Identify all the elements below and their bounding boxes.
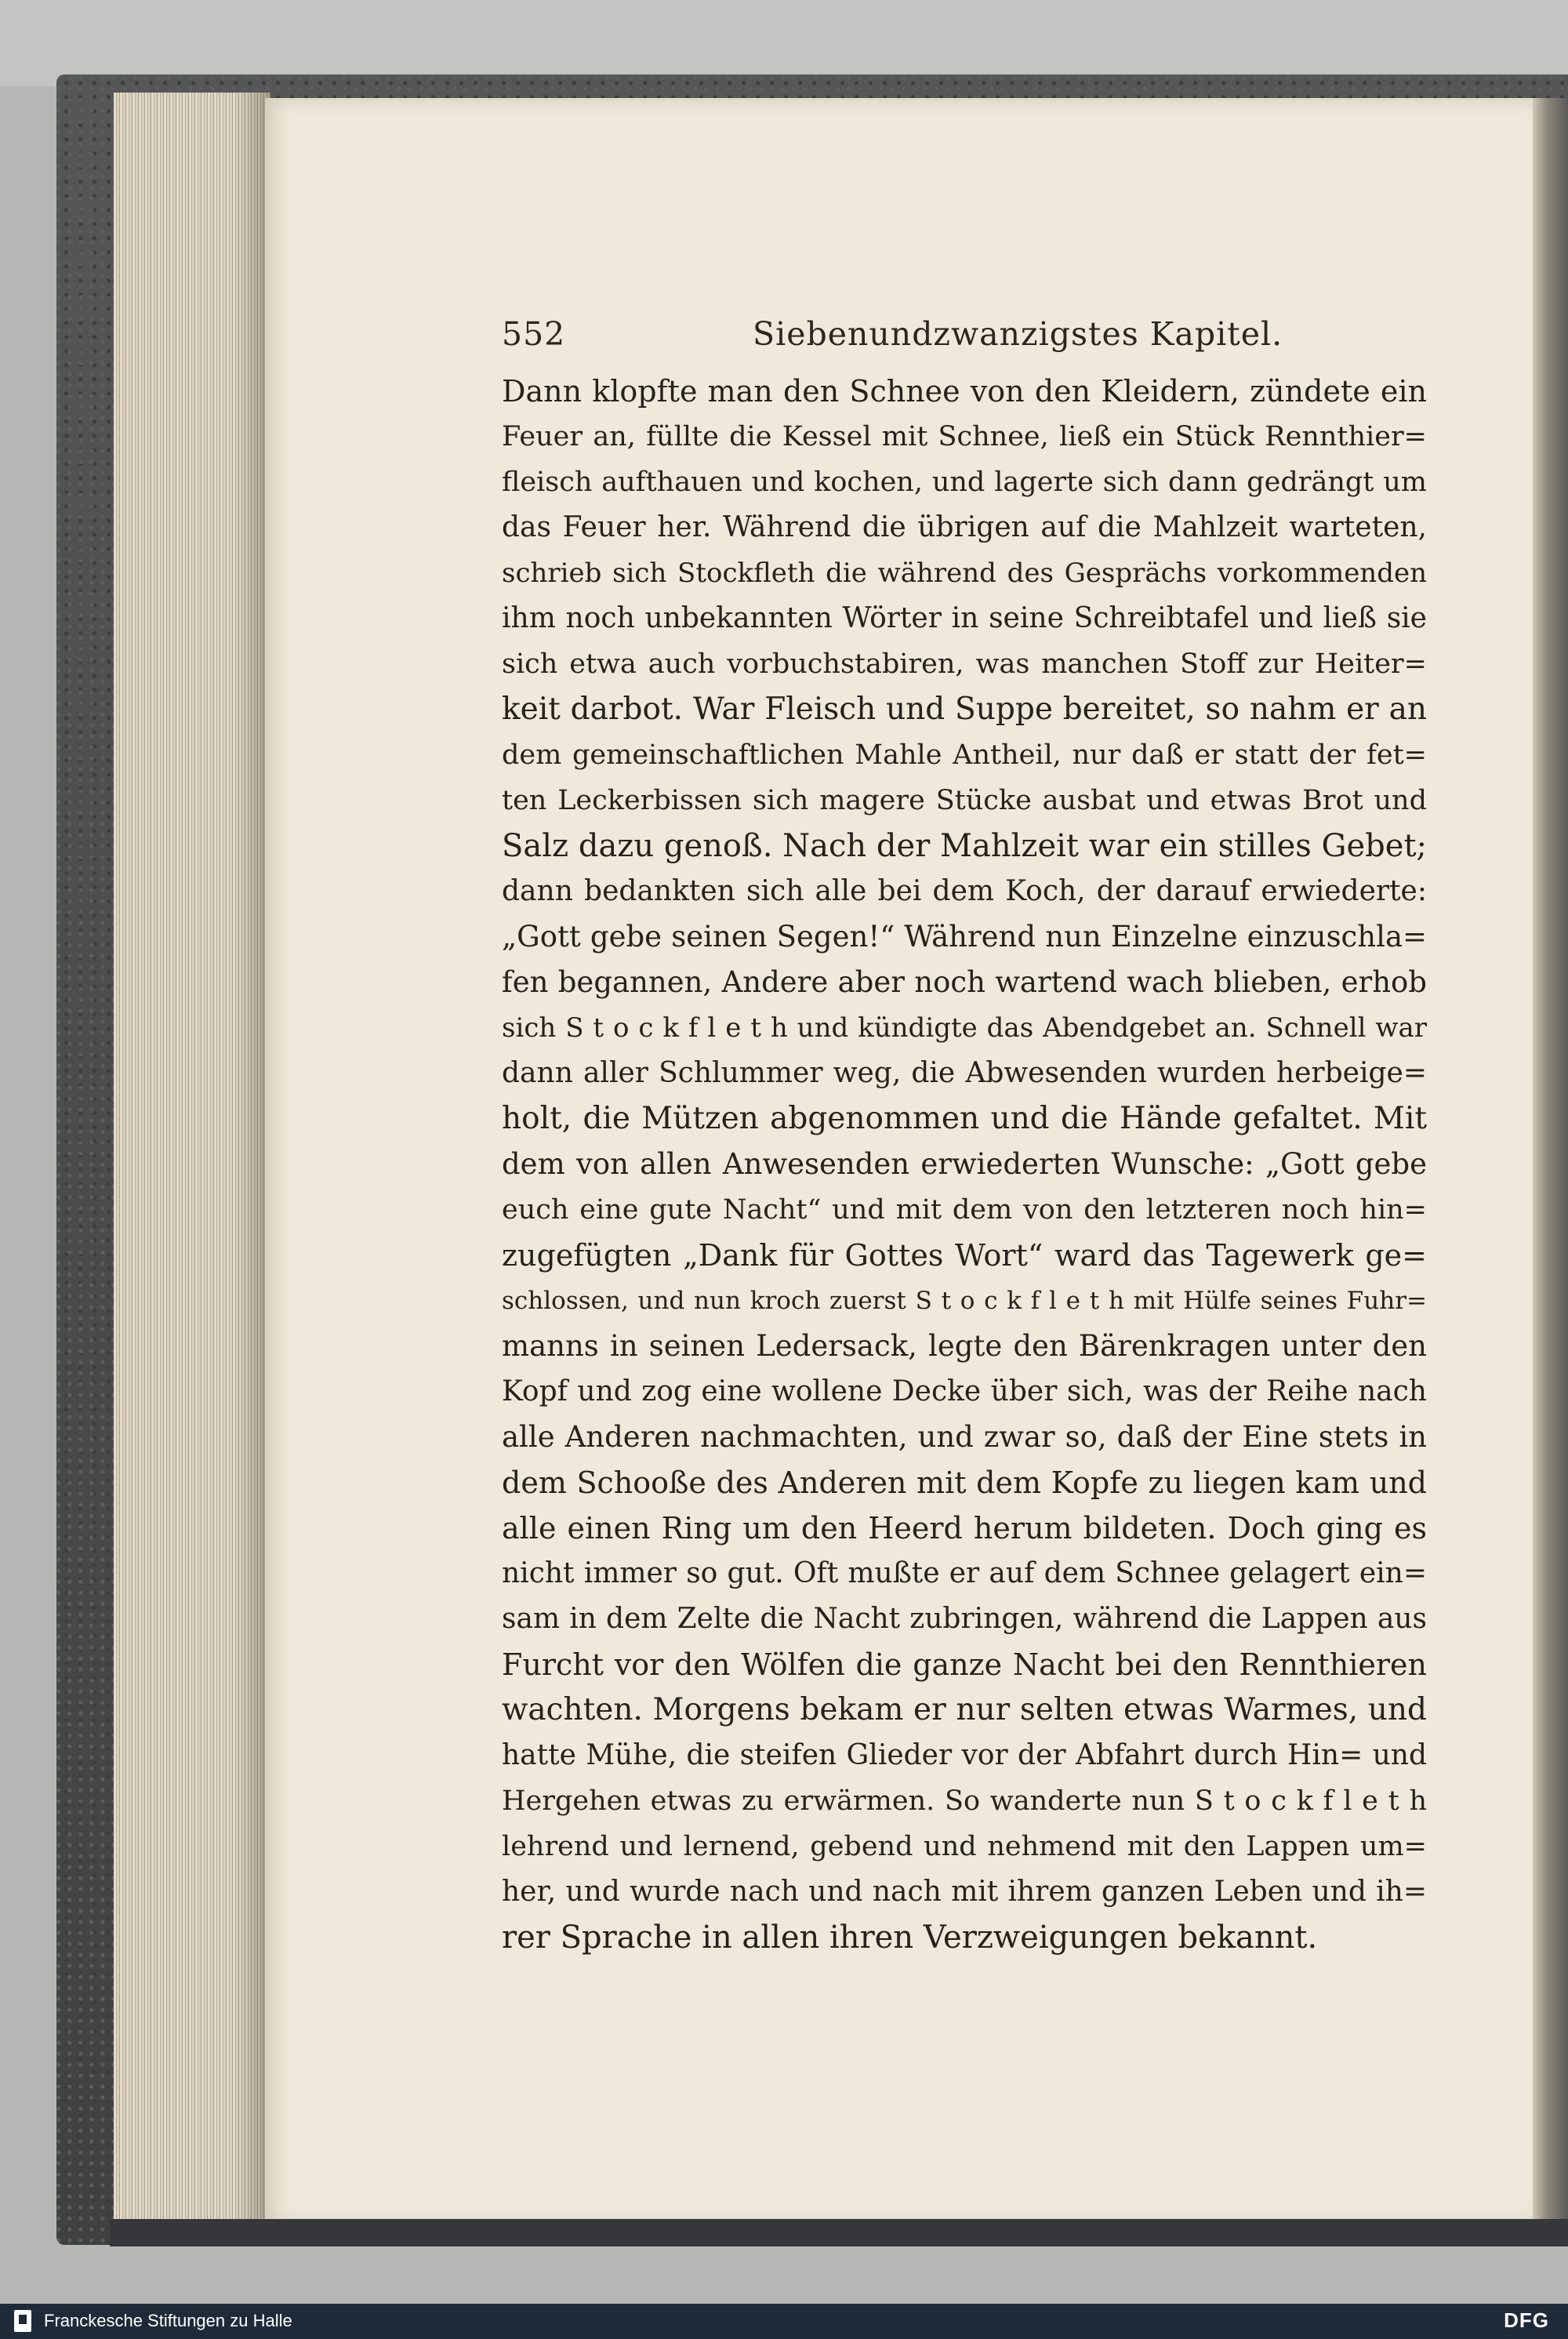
- chapter-title: Siebenundzwanzigstes Kapitel.: [753, 315, 1283, 353]
- text-line: dem gemeinschaftlichen Mahle Antheil, nur daß er statt der fet=: [502, 739, 1427, 771]
- text-line: lehrend und lernend, gebend und nehmend mit den Lappen um=: [502, 1831, 1427, 1862]
- text-line: schlossen, und nun kroch zuerst S t o c k f l e t h mit Hülfe seines Fuhr=: [502, 1287, 1427, 1315]
- text-line: „Gott gebe seinen Segen!“ Während nun Einzelne einzuschla=: [502, 920, 1427, 953]
- text-line: Kopf und zog eine wollene Decke über sich, was der Reihe nach: [502, 1375, 1427, 1407]
- text-line: Salz dazu genoß. Nach der Mahlzeit war ein stilles Gebet;: [502, 828, 1427, 864]
- page-right-edge: [1533, 98, 1568, 2225]
- text-line: ten Leckerbissen sich magere Stücke ausbat und etwas Brot und: [502, 785, 1427, 816]
- footer-institution: Franckesche Stiftungen zu Halle: [44, 2311, 292, 2330]
- text-line: rer Sprache in allen ihren Verzweigungen bekannt.: [502, 1920, 1318, 1956]
- scan-background: [0, 0, 1568, 86]
- text-line: keit darbot. War Fleisch und Suppe bereitet, so nahm er an: [502, 692, 1427, 727]
- text-line: wachten. Morgens bekam er nur selten etwas Warmes, und: [502, 1692, 1427, 1727]
- text-line: dem von allen Anwesenden erwiederten Wunsche: „Gott gebe: [502, 1147, 1427, 1181]
- text-line: manns in seinen Ledersack, legte den Bärenkragen unter den: [502, 1329, 1427, 1363]
- text-line: dann bedankten sich alle bei dem Koch, der darauf erwiederte:: [502, 875, 1427, 907]
- footer-bar: [0, 2304, 1568, 2339]
- text-line: fleisch aufthauen und kochen, und lagerte sich dann gedrängt um: [502, 467, 1427, 498]
- text-line: dem Schooße des Anderen mit dem Kopfe zu liegen kam und: [502, 1466, 1427, 1500]
- institution-logo-icon: [14, 2310, 31, 2332]
- text-line: zugefügten „Dank für Gottes Wort“ ward das Tagewerk ge=: [502, 1238, 1427, 1273]
- text-line: sich etwa auch vorbuchstabiren, was manchen Stoff zur Heiter=: [502, 648, 1427, 680]
- dfg-logo: DFG: [1504, 2308, 1549, 2332]
- body-text: [502, 369, 1427, 1960]
- text-line: hatte Mühe, die steifen Glieder vor der Abfahrt durch Hin= und: [502, 1739, 1427, 1771]
- text-line: Furcht vor den Wölfen die ganze Nacht bei den Rennthieren: [502, 1647, 1427, 1682]
- text-line: sam in dem Zelte die Nacht zubringen, während die Lappen aus: [502, 1603, 1427, 1635]
- text-line: dann aller Schlummer weg, die Abwesenden wurden herbeige=: [502, 1057, 1427, 1089]
- text-line: alle einen Ring um den Heerd herum bildeten. Doch ging es: [502, 1511, 1427, 1545]
- running-head: [502, 315, 1427, 362]
- text-line: her, und wurde nach und nach mit ihrem ganzen Leben und ih=: [502, 1876, 1427, 1908]
- page-number: 552: [502, 315, 566, 353]
- text-line: Feuer an, füllte die Kessel mit Schnee, ließ ein Stück Rennthier=: [502, 421, 1427, 452]
- text-line: sich S t o c k f l e t h und kündigte das Abendgebet an. Schnell war: [502, 1012, 1427, 1044]
- cover-bottom-edge: [110, 2219, 1568, 2246]
- text-line: euch eine gute Nacht“ und mit dem von den letzteren noch hin=: [502, 1194, 1427, 1226]
- text-line: fen begannen, Andere aber noch wartend wach blieben, erhob: [502, 965, 1427, 999]
- text-line: nicht immer so gut. Oft mußte er auf dem Schnee gelagert ein=: [502, 1557, 1427, 1589]
- text-line: alle Anderen nachmachten, und zwar so, daß der Eine stets in: [502, 1420, 1427, 1454]
- text-line: schrieb sich Stockfleth die während des Gesprächs vorkommenden: [502, 558, 1427, 589]
- text-line: Hergehen etwas zu erwärmen. So wanderte nun S t o c k f l e t h: [502, 1785, 1427, 1817]
- text-line: das Feuer her. Während die übrigen auf die Mahlzeit warteten,: [502, 511, 1427, 543]
- text-line: holt, die Mützen abgenommen und die Hände gefaltet. Mit: [502, 1101, 1427, 1136]
- text-line: ihm noch unbekannten Wörter in seine Schreibtafel und ließ sie: [502, 602, 1427, 634]
- text-line: Dann klopfte man den Schnee von den Kleidern, zündete ein: [502, 374, 1427, 409]
